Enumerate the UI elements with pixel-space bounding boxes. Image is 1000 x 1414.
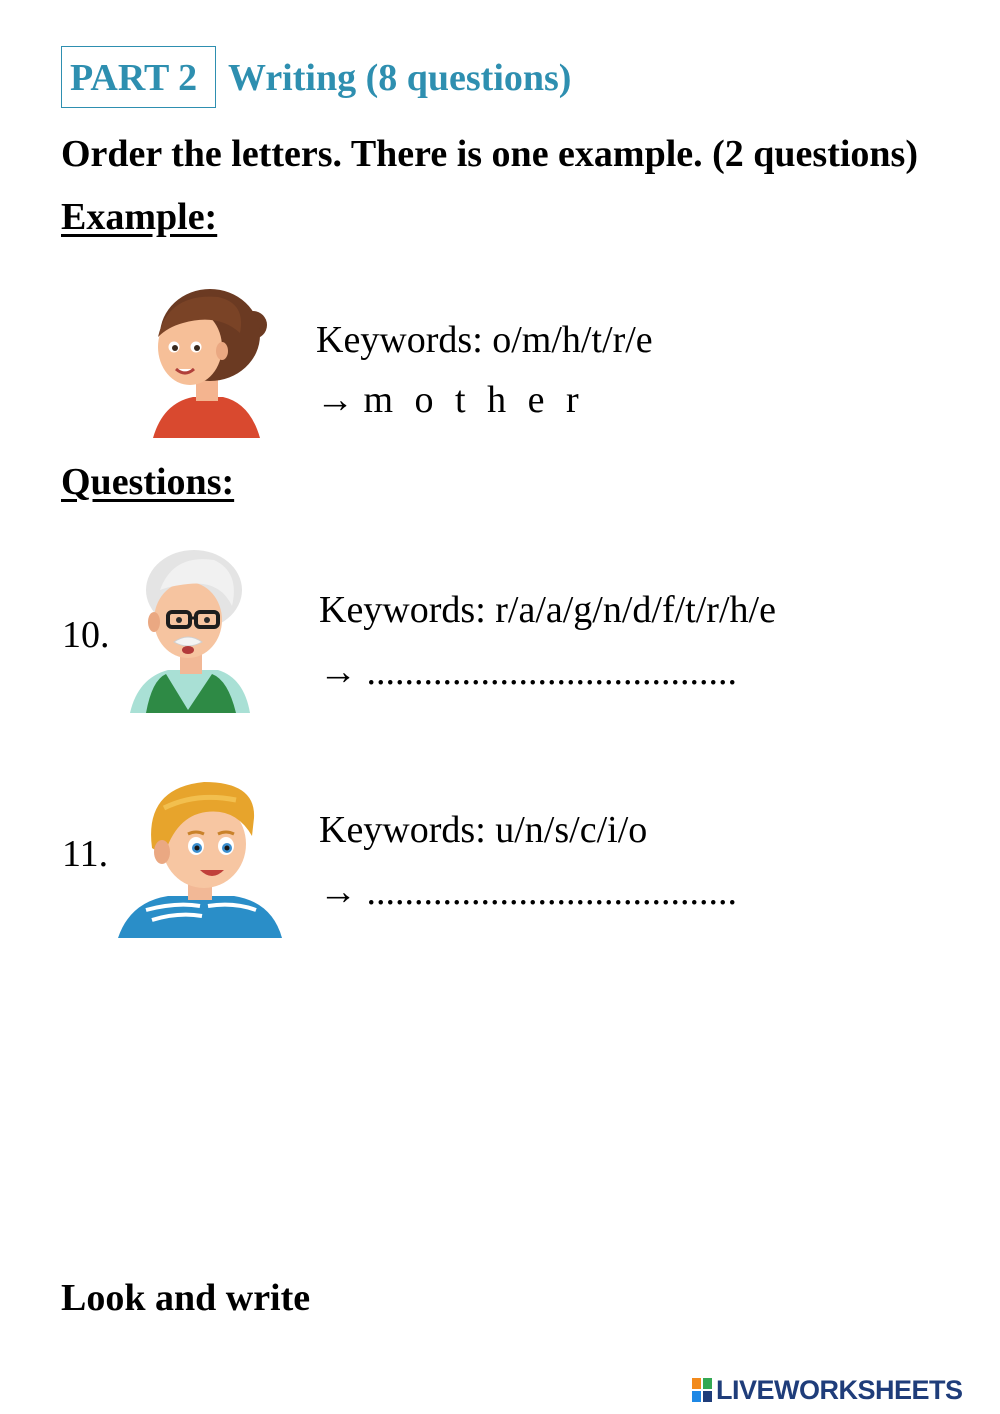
example-answer-arrow: → — [316, 379, 354, 421]
instruction-text: Order the letters. There is one example. (2 questions) — [61, 133, 919, 175]
question-answer-line[interactable]: → ....................................... — [319, 871, 737, 913]
question-answer-line[interactable]: → ....................................... — [319, 651, 737, 693]
brand-text: LIVEWORKSHEETS — [716, 1374, 963, 1405]
example-heading: Example: — [61, 196, 218, 238]
question-keywords: Keywords: u/n/s/c/i/o — [319, 809, 648, 851]
liveworksheets-logo-icon — [692, 1378, 712, 1402]
example-keywords: Keywords: o/m/h/t/r/e — [316, 319, 653, 361]
question-keywords: Keywords: r/a/a/g/n/d/f/t/r/h/e — [319, 589, 776, 631]
part-label: PART 2 — [70, 57, 198, 99]
grandfather-cartoon-icon — [128, 550, 253, 715]
look-and-write-heading: Look and write — [61, 1277, 311, 1319]
mother-cartoon-icon — [148, 285, 268, 440]
questions-heading: Questions: — [61, 461, 235, 503]
example-answer — [316, 378, 585, 422]
liveworksheets-logo — [692, 1374, 963, 1406]
boy-cartoon-icon — [116, 778, 284, 940]
part-title: Writing (8 questions) — [228, 57, 572, 99]
example-answer-word: m o t h e r — [363, 379, 585, 421]
question-number: 11. — [62, 833, 109, 875]
question-number: 10. — [62, 614, 110, 656]
